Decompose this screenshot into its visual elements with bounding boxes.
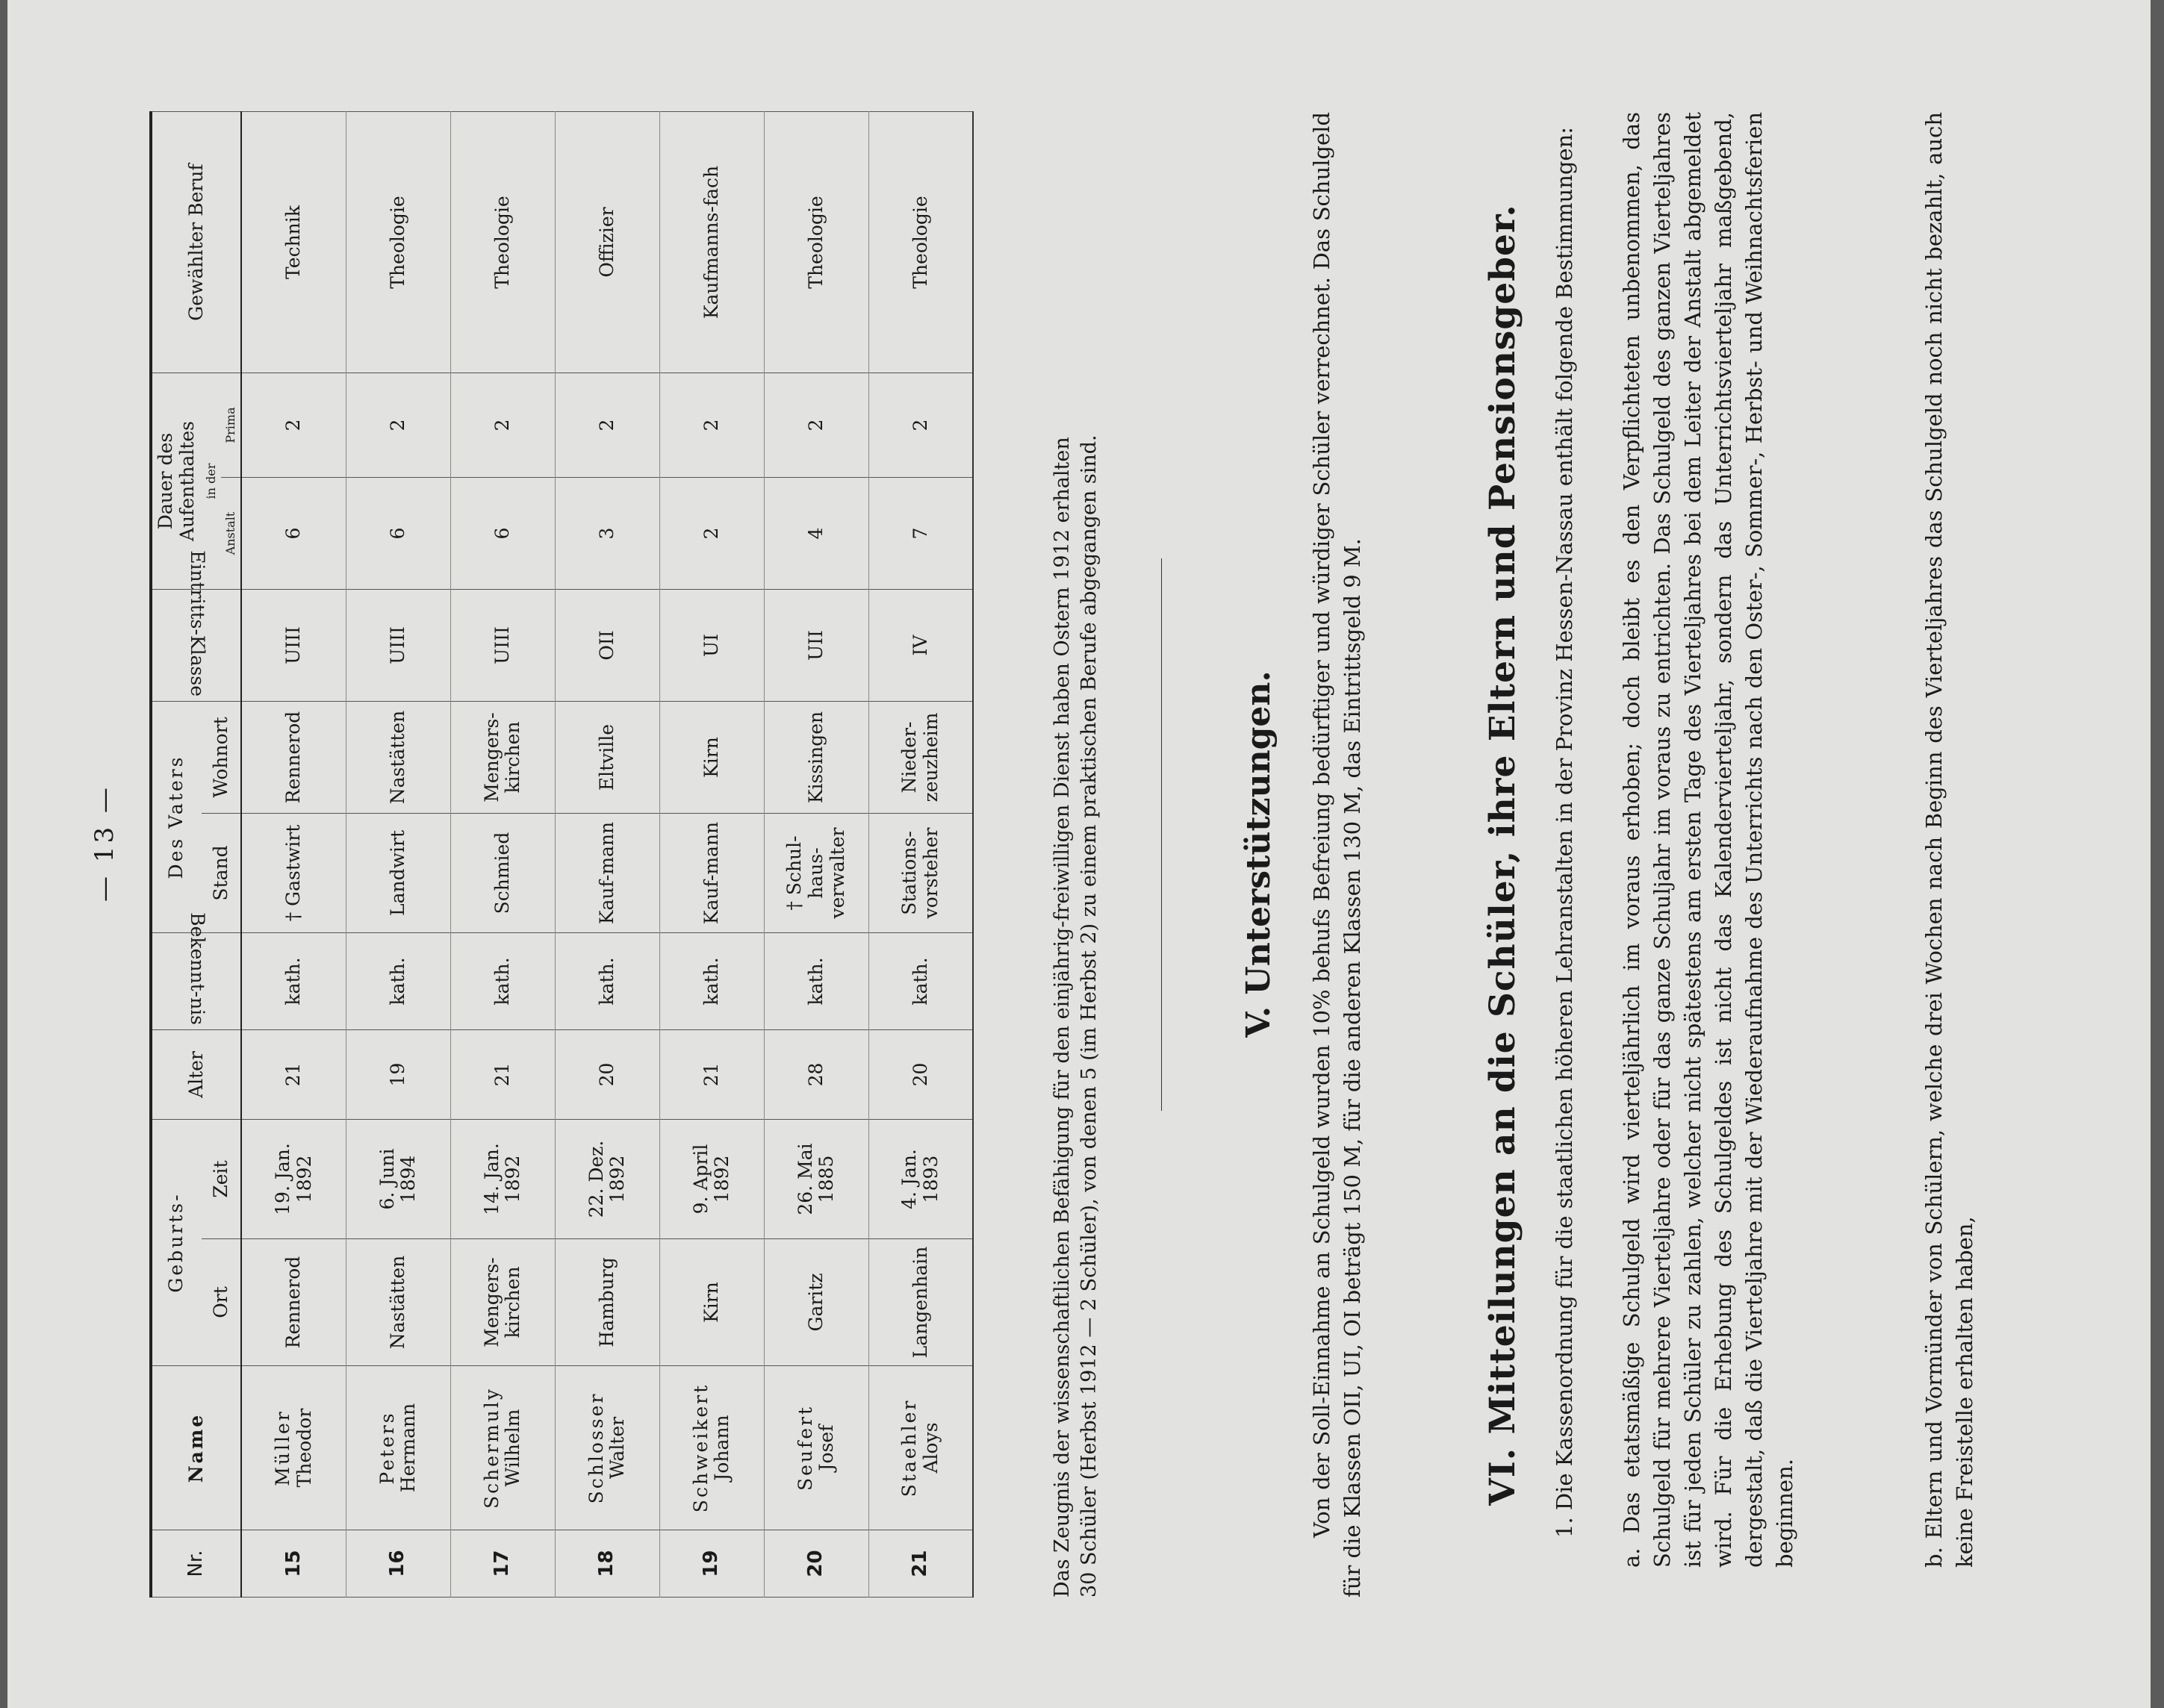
birth-year: 1892 <box>293 1155 315 1203</box>
father-occupation: † Schul-haus-verwalter <box>783 827 848 919</box>
given-name: Wilhelm <box>502 1409 524 1487</box>
table-row <box>764 112 868 1598</box>
table-row <box>555 112 659 1598</box>
cell-prima <box>764 373 868 478</box>
cell-beruf <box>868 112 973 373</box>
header-alter: Alter <box>151 1030 241 1120</box>
cell-nr <box>659 1530 764 1598</box>
cell-klasse <box>555 590 659 702</box>
header-dauer: Dauer des Aufenthaltes <box>151 373 202 590</box>
birth-place: Nastätten <box>386 1255 408 1350</box>
cell-bek <box>764 933 868 1030</box>
cell-beruf <box>241 112 346 373</box>
given-name: Josef <box>815 1424 838 1471</box>
cell-wohnort <box>555 702 659 814</box>
cell-bek <box>659 933 764 1030</box>
cell-klasse <box>450 590 555 702</box>
years-institution: 3 <box>595 527 618 540</box>
cell-nr <box>764 1530 868 1598</box>
confession: kath. <box>491 957 513 1006</box>
cell-zeit <box>555 1120 659 1239</box>
cell-zeit <box>346 1120 450 1239</box>
birth-place: Langenhain <box>909 1246 931 1359</box>
cell-wohnort <box>346 702 450 814</box>
confession: kath. <box>386 957 408 1006</box>
cell-anstalt <box>868 478 973 590</box>
cell-ort <box>555 1239 659 1366</box>
father-occupation: Landwirt <box>386 830 408 917</box>
age: 21 <box>491 1062 513 1087</box>
cell-zeit <box>241 1120 346 1239</box>
cell-alter <box>555 1030 659 1120</box>
row-nr: 18 <box>595 1550 618 1577</box>
cell-wohnort <box>868 702 973 814</box>
cell-bek <box>450 933 555 1030</box>
father-occupation: Schmied <box>491 832 513 914</box>
entry-class: OII <box>595 630 618 661</box>
first-name: Peters <box>376 1411 398 1485</box>
table-row <box>659 112 764 1598</box>
cell-name <box>764 1366 868 1530</box>
given-name: Theodor <box>293 1408 315 1488</box>
cell-bek <box>555 933 659 1030</box>
page-number: — 13 — <box>90 785 119 902</box>
cell-nr <box>346 1530 450 1598</box>
cell-nr <box>868 1530 973 1598</box>
birth-place: Rennerod <box>282 1256 305 1349</box>
father-residence: Nastätten <box>386 710 408 805</box>
birth-date: 4. Jan. <box>898 1149 921 1209</box>
years-prima: 2 <box>700 419 722 431</box>
birth-date: 14. Jan. <box>480 1143 503 1215</box>
birth-year: 1885 <box>815 1155 838 1203</box>
cell-ort <box>450 1239 555 1366</box>
section-6-paragraph-b: b. Eltern und Vormünder von Schülern, welche drei Wochen nach Beginn des Vierteljahres das Schulgeld noch nicht bezahlt, auch keine Freistelle erhalten haben, <box>1921 112 1977 1568</box>
header-zeit: Zeit <box>202 1120 242 1239</box>
cell-wohnort <box>764 702 868 814</box>
cell-anstalt <box>450 478 555 590</box>
cell-beruf <box>659 112 764 373</box>
cell-ort <box>764 1239 868 1366</box>
birth-date: 19. Jan. <box>271 1143 293 1215</box>
age: 28 <box>804 1062 827 1087</box>
first-name: Müller <box>271 1409 293 1486</box>
years-prima: 2 <box>386 419 408 431</box>
header-anstalt: Anstalt <box>221 478 241 590</box>
cell-anstalt <box>659 478 764 590</box>
cell-alter <box>868 1030 973 1120</box>
cell-alter <box>659 1030 764 1120</box>
birth-date: 26. Mai <box>794 1143 816 1215</box>
table-row <box>450 112 555 1598</box>
birth-place: Mengers-kirchen <box>480 1257 524 1347</box>
cell-alter <box>450 1030 555 1120</box>
father-occupation: Kauf-mann <box>595 821 618 925</box>
cell-klasse <box>346 590 450 702</box>
years-institution: 4 <box>804 527 827 540</box>
cell-klasse <box>868 590 973 702</box>
father-residence: Nieder-zeuzheim <box>898 712 942 802</box>
row-nr: 16 <box>386 1550 409 1577</box>
cell-name <box>450 1366 555 1530</box>
chosen-profession: Theologie <box>386 196 408 289</box>
father-occupation: Stations-vorsteher <box>898 827 942 919</box>
cell-nr <box>241 1530 346 1598</box>
cell-stand <box>764 814 868 933</box>
confession: kath. <box>595 957 618 1006</box>
birth-date: 9. April <box>689 1144 712 1215</box>
given-name: Hermann <box>397 1403 420 1493</box>
cell-klasse <box>241 590 346 702</box>
first-name: Seufert <box>794 1404 816 1492</box>
cell-name <box>241 1366 346 1530</box>
separator-rule <box>1161 558 1162 1111</box>
table-header <box>151 112 241 1598</box>
years-institution: 6 <box>386 527 408 540</box>
entry-class: UII <box>804 630 827 661</box>
header-in-der: in der <box>202 373 221 590</box>
cell-name <box>659 1366 764 1530</box>
given-name: Walter <box>606 1416 629 1480</box>
section-6-paragraph-a: a. Das etatsmäßige Schulgeld wird vierteljährlich im voraus erhoben; doch bleibt es den Verpflichteten unbenommen, das Schulgeld für mehrere Vierteljahre oder für das ganze Schuljahr im voraus zu entrichten. Das Schulgeld des ganzen Vierteljahres ist für jeden Schüler zu zahlen, welcher nicht spätestens am ersten Tage des Vierteljahres bei dem Leiter der Anstalt abgemeldet wird. Für die Erhebung des Schulgeldes ist nicht das Kalendervierteljahr, sondern das Unterrichtsvierteljahr maßgebend, dergestalt, daß die Vierteljahre mit der Wiederaufnahme des Unterrichts nach den Oster-, Sommer-, Herbst- und Weihnachtsferien beginnen. <box>1619 112 1797 1568</box>
chosen-profession: Kaufmanns-fach <box>700 165 722 320</box>
cell-alter <box>346 1030 450 1120</box>
header-bekenntnis: Bekennt-nis <box>186 912 208 1025</box>
header-prima: Prima <box>221 373 241 478</box>
years-institution: 7 <box>909 527 931 540</box>
cell-wohnort <box>659 702 764 814</box>
birth-place: Kirn <box>700 1282 722 1323</box>
years-institution: 6 <box>491 527 513 540</box>
cell-name <box>868 1366 973 1530</box>
cell-anstalt <box>764 478 868 590</box>
confession: kath. <box>909 957 931 1006</box>
birth-place: Hamburg <box>595 1257 618 1347</box>
header-name: Name <box>151 1366 241 1530</box>
cell-stand <box>241 814 346 933</box>
footnote-line-2: 30 Schüler (Herbst 1912 — 2 Schüler), von denen 5 (im Herbst 2) zu einem praktischen Berufe abgegangen sind. <box>1078 434 1101 1598</box>
age: 21 <box>700 1062 722 1087</box>
header-beruf: Gewählter Beruf <box>151 112 241 373</box>
rotated-content <box>7 0 2151 1708</box>
cell-anstalt <box>555 478 659 590</box>
header-wohnort: Wohnort <box>202 702 242 814</box>
row-nr: 21 <box>909 1550 932 1577</box>
cell-ort <box>659 1239 764 1366</box>
birth-year: 1892 <box>606 1155 629 1203</box>
entry-class: UIII <box>491 626 513 664</box>
footnote-line-1: Das Zeugnis der wissenschaftlichen Befähigung für den einjährig-freiwilligen Dienst haben Ostern 1912 erhalten <box>1051 437 1074 1598</box>
section-6-heading: VI. Mitteilungen an die Schüler, ihre Eltern und Pensionsgeber. <box>1482 204 1523 1506</box>
chosen-profession: Theologie <box>804 196 827 289</box>
chosen-profession: Technik <box>282 205 305 279</box>
years-institution: 6 <box>282 527 305 540</box>
section-6-paragraph-1: 1. Die Kassenordnung für die staatlichen höheren Lehranstalten in der Provinz Hessen-Nassau enthält folgende Bestimmungen: <box>1552 126 1577 1538</box>
birth-date: 22. Dez. <box>585 1140 607 1218</box>
cell-name <box>555 1366 659 1530</box>
cell-klasse <box>659 590 764 702</box>
father-residence: Mengers-kirchen <box>480 712 524 802</box>
section-5-heading: V. Unterstützungen. <box>1240 670 1278 1038</box>
header-bekenntnis-cell <box>151 912 241 1030</box>
footnote <box>1049 112 1103 1598</box>
cell-alter <box>241 1030 346 1120</box>
cell-klasse <box>764 590 868 702</box>
header-geburt: Geburts- <box>151 1120 202 1366</box>
birth-year: 1894 <box>397 1155 420 1203</box>
years-prima: 2 <box>909 419 931 431</box>
father-residence: Kissingen <box>804 711 827 804</box>
cell-prima <box>868 373 973 478</box>
father-residence: Eltville <box>595 723 618 791</box>
cell-beruf <box>555 112 659 373</box>
header-eintritt-cell <box>151 550 241 702</box>
cell-bek <box>346 933 450 1030</box>
cell-zeit <box>659 1120 764 1239</box>
cell-ort <box>868 1239 973 1366</box>
age: 20 <box>909 1062 931 1087</box>
header-vater: Des Vaters <box>151 702 202 933</box>
header-ort: Ort <box>202 1239 242 1366</box>
cell-stand <box>555 814 659 933</box>
father-occupation: Kauf-mann <box>700 821 722 925</box>
row-nr: 17 <box>491 1550 514 1577</box>
scanned-page <box>7 0 2151 1708</box>
cell-beruf <box>450 112 555 373</box>
cell-prima <box>450 373 555 478</box>
cell-nr <box>450 1530 555 1598</box>
cell-wohnort <box>450 702 555 814</box>
cell-stand <box>346 814 450 933</box>
birth-place: Garitz <box>804 1273 827 1332</box>
age: 21 <box>282 1062 305 1087</box>
cell-stand <box>450 814 555 933</box>
birth-year: 1892 <box>502 1155 524 1203</box>
row-nr: 19 <box>700 1550 723 1577</box>
cell-prima <box>555 373 659 478</box>
cell-nr <box>555 1530 659 1598</box>
header-stand: Stand <box>202 814 242 933</box>
header-nr: Nr. <box>151 1530 241 1598</box>
birth-year: 1892 <box>711 1155 733 1203</box>
entry-class: UI <box>700 634 722 657</box>
years-prima: 2 <box>595 419 618 431</box>
cell-wohnort <box>241 702 346 814</box>
cell-beruf <box>764 112 868 373</box>
years-institution: 2 <box>700 527 722 540</box>
birth-date: 6. Juni <box>376 1148 398 1210</box>
chosen-profession: Theologie <box>909 196 931 289</box>
birth-year: 1893 <box>920 1155 942 1203</box>
confession: kath. <box>804 957 827 1006</box>
entry-class: IV <box>909 635 931 656</box>
table-row <box>241 112 346 1598</box>
cell-bek <box>868 933 973 1030</box>
first-name: Schweikert <box>689 1383 712 1513</box>
first-name: Schermuly <box>480 1387 503 1509</box>
row-nr: 20 <box>804 1550 827 1577</box>
graduates-table <box>149 111 974 1598</box>
chosen-profession: Theologie <box>491 196 513 289</box>
cell-prima <box>241 373 346 478</box>
confession: kath. <box>282 957 305 1006</box>
entry-class: UIII <box>282 626 305 664</box>
cell-zeit <box>868 1120 973 1239</box>
years-prima: 2 <box>804 419 827 431</box>
cell-stand <box>659 814 764 933</box>
table-body <box>241 112 973 1598</box>
cell-zeit <box>764 1120 868 1239</box>
cell-alter <box>764 1030 868 1120</box>
cell-ort <box>346 1239 450 1366</box>
father-occupation: † Gastwirt <box>282 824 305 922</box>
father-residence: Kirn <box>700 737 722 778</box>
cell-anstalt <box>346 478 450 590</box>
given-name: Johann <box>711 1415 733 1481</box>
row-nr: 15 <box>282 1550 305 1577</box>
first-name: Schlosser <box>585 1391 607 1504</box>
cell-beruf <box>346 112 450 373</box>
father-residence: Rennerod <box>282 711 305 804</box>
table-row <box>346 112 450 1598</box>
cell-ort <box>241 1239 346 1366</box>
age: 20 <box>595 1062 618 1087</box>
entry-class: UIII <box>386 626 408 664</box>
age: 19 <box>386 1062 408 1087</box>
cell-stand <box>868 814 973 933</box>
confession: kath. <box>700 957 722 1006</box>
table-row <box>868 112 973 1598</box>
first-name: Staehler <box>898 1398 921 1497</box>
header-eintritt: Eintritts-Klasse <box>186 550 208 696</box>
cell-prima <box>346 373 450 478</box>
years-prima: 2 <box>491 419 513 431</box>
years-prima: 2 <box>282 419 305 431</box>
given-name: Aloys <box>920 1422 942 1474</box>
cell-bek <box>241 933 346 1030</box>
chosen-profession: Offizier <box>595 207 618 278</box>
cell-prima <box>659 373 764 478</box>
cell-zeit <box>450 1120 555 1239</box>
cell-anstalt <box>241 478 346 590</box>
cell-name <box>346 1366 450 1530</box>
section-5-text: Von der Soll-Einnahme an Schulgeld wurden 10% behufs Befreiung bedürftiger und würdiger Schüler verrechnet. Das Schulgeld für die Klassen OII, UI, OI beträgt 150 M, für die anderen Klassen 130 M, das Eintrittsgeld 9 M. <box>1309 112 1365 1598</box>
